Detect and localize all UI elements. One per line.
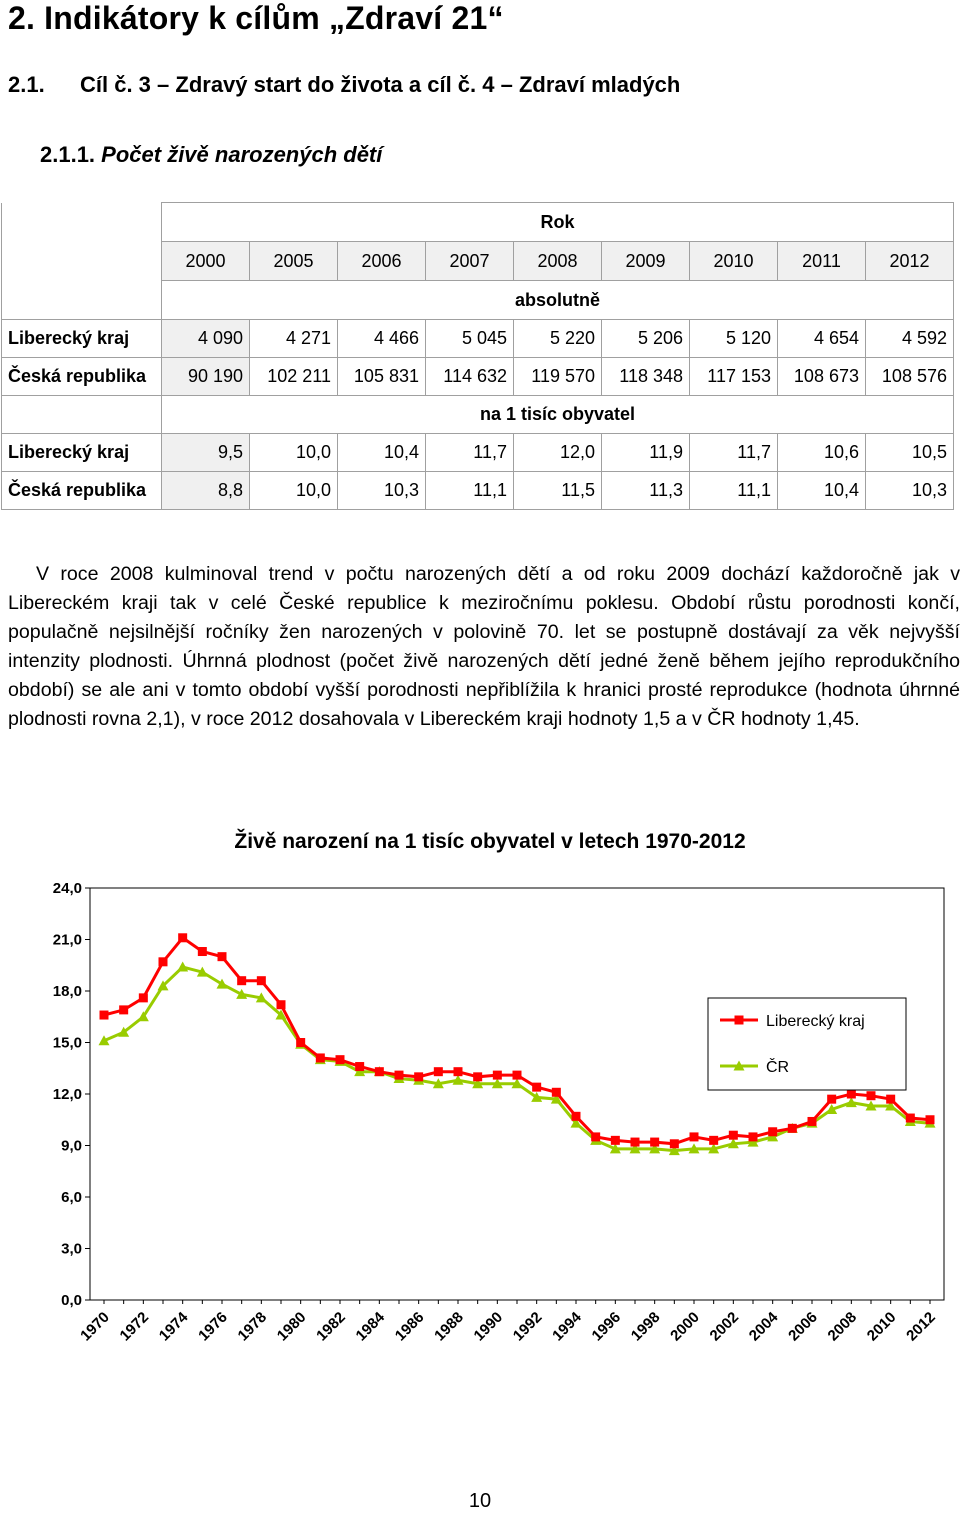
y-tick-label: 6,0 [61,1189,82,1206]
heading-1: 2. Indikátory k cílům „Zdraví 21“ [8,0,504,36]
legend-marker [735,1016,744,1025]
data-point [650,1138,659,1147]
data-point [847,1090,856,1099]
data-point [139,993,148,1002]
table-cell: 11,7 [690,434,778,472]
birth-rate-chart [20,820,960,1380]
table-year-2008: 2008 [514,242,602,281]
table-cell: 10,3 [866,472,954,510]
x-tick-label: 1972 [116,1308,153,1345]
x-tick-label: 1990 [470,1308,507,1345]
x-tick-label: 2012 [903,1308,939,1345]
x-tick-label: 1970 [77,1308,113,1345]
data-point [218,952,227,961]
table-abs-body [2,320,954,396]
legend-box [708,998,906,1090]
table-cell: 4 466 [338,320,426,358]
table-rate-subheader: na 1 tisíc obyvatel [162,396,954,434]
table-cell: 118 348 [602,358,690,396]
x-tick-label: 1986 [391,1308,428,1345]
table-row-label: Česká republika [2,472,162,510]
data-point [414,1072,423,1081]
table-cell: 11,1 [426,472,514,510]
x-tick-label: 1984 [352,1308,389,1345]
data-point [237,976,246,985]
table-cell: 11,1 [690,472,778,510]
data-point [178,933,187,942]
heading-3 [40,142,382,168]
table-cell: 5 120 [690,320,778,358]
y-tick-label: 15,0 [52,1034,82,1052]
plot-area [90,888,944,1300]
table-corner-cell [2,242,162,281]
data-point [198,947,207,956]
table-cell: 10,4 [338,434,426,472]
table-year-2009: 2009 [602,242,690,281]
y-tick-label: 3,0 [61,1240,82,1258]
data-point [709,1136,718,1145]
table-row [2,320,954,358]
table-rate-body [2,434,954,510]
table-cell: 11,7 [426,434,514,472]
table-cell: 117 153 [690,358,778,396]
table-row [2,472,954,510]
table-rok-header: Rok [162,203,954,242]
table-cell: 5 045 [426,320,514,358]
data-point [316,1053,325,1062]
table-cell: 10,3 [338,472,426,510]
x-tick-label: 1978 [234,1308,271,1345]
table-year-2006: 2006 [338,242,426,281]
heading-3-number: 2.1.1. [40,142,96,167]
table-cell: 4 090 [162,320,250,358]
x-tick-label: 2008 [824,1308,861,1345]
data-point [867,1091,876,1100]
x-tick-label: 1996 [588,1308,625,1345]
x-tick-label: 2000 [667,1308,703,1345]
table-corner-cell [2,203,162,242]
table-corner-cell [2,396,162,434]
data-point [355,1062,364,1071]
data-point [926,1115,935,1124]
data-point [808,1117,817,1126]
y-tick-label: 12,0 [52,1086,82,1103]
heading-2-number: 2.1. [8,72,45,97]
table-cell: 5 220 [514,320,602,358]
x-tick-label: 2006 [785,1308,821,1345]
x-tick-label: 2002 [706,1308,743,1345]
data-point [277,1000,286,1009]
data-point [552,1088,561,1097]
data-point [670,1139,679,1148]
data-point [119,1005,128,1014]
table-row [2,358,954,396]
data-point [631,1138,640,1147]
x-tick-label: 1994 [549,1308,585,1345]
table-year-2012: 2012 [866,242,954,281]
table-cell: 108 673 [778,358,866,396]
data-point [611,1136,620,1145]
table-cell: 10,4 [778,472,866,510]
x-tick-label: 1982 [313,1308,349,1345]
data-point [749,1132,758,1141]
data-point [336,1055,345,1064]
data-point [395,1071,404,1080]
table-year-2000: 2000 [162,242,250,281]
table-cell: 11,9 [602,434,690,472]
x-tick-label: 1974 [155,1308,192,1345]
table-row-label: Liberecký kraj [2,320,162,358]
table-corner-cell [2,281,162,320]
table-cell: 10,0 [250,434,338,472]
data-point [532,1083,541,1092]
y-tick-label: 18,0 [52,983,82,1000]
data-point [257,976,266,985]
legend-label: ČR [766,1059,790,1076]
data-point [493,1071,502,1080]
data-point [788,1124,797,1133]
x-tick-label: 1992 [509,1308,546,1345]
table-abs-subheader: absolutně [162,281,954,320]
data-point [690,1132,699,1141]
table-cell: 102 211 [250,358,338,396]
births-table [1,202,954,510]
x-tick-label: 1980 [273,1308,310,1345]
x-tick-label: 1988 [431,1308,467,1345]
heading-3-text: Počet živě narozených dětí [101,142,383,167]
table-cell: 105 831 [338,358,426,396]
x-tick-label: 1998 [627,1308,664,1345]
y-tick-label: 0,0 [61,1292,82,1309]
data-point [572,1112,581,1121]
table-cell: 8,8 [162,472,250,510]
data-point [434,1067,443,1076]
table-cell: 10,5 [866,434,954,472]
table-cell: 5 206 [602,320,690,358]
table-year-row [2,242,954,281]
data-point [886,1095,895,1104]
table-cell: 12,0 [514,434,602,472]
heading-2 [8,72,680,98]
table-cell: 114 632 [426,358,514,396]
table-row-label: Česká republika [2,358,162,396]
table-row [2,434,954,472]
body-paragraph [8,560,960,734]
table-cell: 9,5 [162,434,250,472]
y-tick-label: 9,0 [61,1137,82,1155]
table-cell: 11,3 [602,472,690,510]
data-point [591,1132,600,1141]
data-point [454,1067,463,1076]
y-tick-label: 24,0 [52,880,82,897]
table-cell: 11,5 [514,472,602,510]
table-cell: 90 190 [162,358,250,396]
table-cell: 4 592 [866,320,954,358]
data-point [375,1067,384,1076]
table-row-label: Liberecký kraj [2,434,162,472]
data-point [473,1072,482,1081]
data-point [768,1127,777,1136]
data-point [296,1038,305,1047]
table-cell: 4 271 [250,320,338,358]
table-year-2011: 2011 [778,242,866,281]
data-point [513,1071,522,1080]
data-point [729,1131,738,1140]
table-cell: 108 576 [866,358,954,396]
table-cell: 10,0 [250,472,338,510]
table-cell: 4 654 [778,320,866,358]
table-year-2007: 2007 [426,242,514,281]
heading-2-text: Cíl č. 3 – Zdravý start do života a cíl č. 4 – Zdraví mladých [80,72,681,97]
page-number: 10 [468,1490,492,1512]
paragraph-text: V roce 2008 kulminoval trend v počtu narozených dětí a od roku 2009 dochází každoročně jak v Libereckém kraji tak v celé České republice k meziročnímu poklesu. Období růstu porodnosti končí, populačně nejsilnější ročníky žen narozených v polovině 70. let se postupně dostávají za věk nejvyšší intenzity plodnosti. Úhrnná plodnost (počet živě narozených dětí jedné ženě během jejího reprodukčního období) se ale ani v tomto období vyšší porodnosti nepřiblížila k hranici prosté reprodukce (hodnota úhrnné plodnosti rovna 2,1), v roce 2012 dosahovala v Libereckém kraji hodnoty 1,5 a v ČR hodnoty 1,45. [8,563,960,730]
x-tick-label: 1976 [195,1308,231,1345]
y-tick-label: 21,0 [52,931,82,949]
table-year-2010: 2010 [690,242,778,281]
table-cell: 119 570 [514,358,602,396]
legend-label: Liberecký kraj [766,1013,865,1030]
data-point [827,1095,836,1104]
chart-svg [20,820,960,1380]
data-point [159,957,168,966]
chart-title: Živě narození na 1 tisíc obyvatel v letech 1970-2012 [234,830,746,853]
x-tick-label: 2010 [863,1308,900,1345]
x-tick-label: 2004 [745,1308,782,1345]
table-year-2005: 2005 [250,242,338,281]
data-point [906,1114,915,1123]
table-cell: 10,6 [778,434,866,472]
data-point [100,1011,109,1020]
